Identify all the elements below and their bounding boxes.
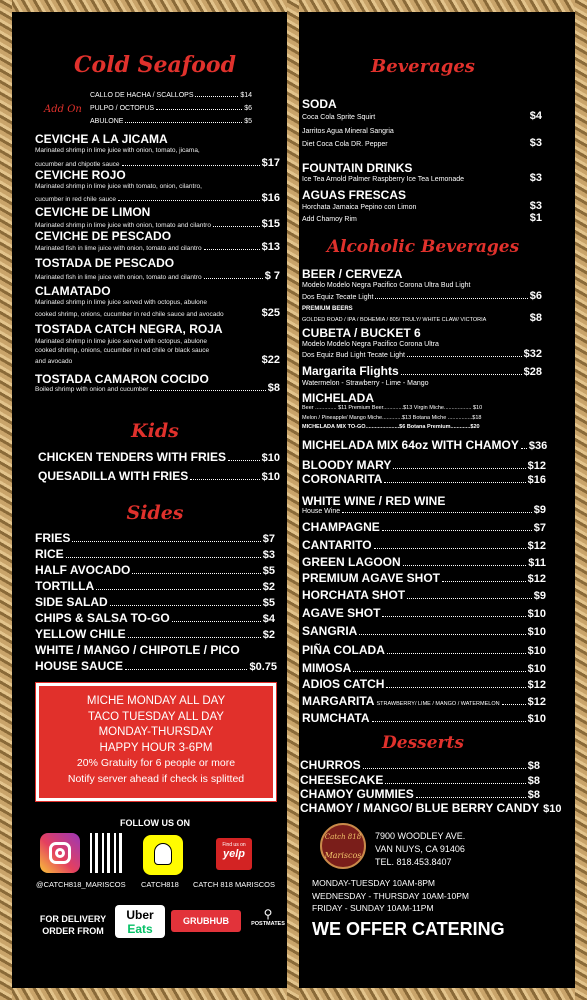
snapchat-handle: CATCH818 bbox=[141, 880, 179, 889]
kids-title: Kids bbox=[131, 420, 179, 442]
drink-row: CHAMPAGNE $7 bbox=[302, 520, 546, 534]
beer-row: Dos Equiz Tecate Light $6 bbox=[302, 290, 542, 302]
menu-item-desc: cooked shrimp, onions, cucumber in red chile or black sauce bbox=[35, 347, 210, 354]
phone-number[interactable]: TEL. 818.453.8407 bbox=[375, 857, 452, 867]
soda-row: Coca Cola Sprite Squirt $4 bbox=[302, 110, 542, 122]
side-item-row: FRIES $7 bbox=[35, 531, 275, 545]
drink-row: CANTARITO $12 bbox=[302, 538, 546, 552]
drink-row: PIÑA COLADA $10 bbox=[302, 643, 546, 657]
delivery-label: FOR DELIVERY ORDER FROM bbox=[39, 914, 107, 936]
flights-list: Watermelon - Strawberry - Lime - Mango bbox=[302, 380, 429, 387]
promo-line: 20% Gratuity for 6 people or more bbox=[76, 757, 236, 769]
menu-item-row: and avocado $22 bbox=[35, 354, 280, 366]
beverages-title: Beverages bbox=[371, 56, 475, 77]
snapchat-icon[interactable] bbox=[143, 835, 183, 875]
bike-icon: ⚲ bbox=[263, 907, 273, 921]
side-item-row: HALF AVOCADO $5 bbox=[35, 563, 275, 577]
side-item-row: TORTILLA $2 bbox=[35, 579, 275, 593]
menu-item-row: cooked shrimp, onions, cucumber in red chile sauce and avocado $25 bbox=[35, 307, 280, 319]
yelp-badge-text: yelp bbox=[222, 848, 245, 860]
drink-row: House Wine $9 bbox=[302, 504, 546, 516]
menu-item-row: Marinated fish in lime juice with onion, tomato and cilantro $13 bbox=[35, 241, 280, 253]
yelp-badge-icon[interactable] bbox=[216, 838, 252, 870]
cubeta-heading: CUBETA / BUCKET 6 bbox=[302, 326, 421, 340]
menu-item-name: TOSTADA CATCH NEGRA, ROJA bbox=[35, 322, 223, 336]
side-item-row: YELLOW CHILE $2 bbox=[35, 627, 275, 641]
drink-row: RUMCHATA $10 bbox=[302, 711, 546, 725]
addon-row: PULPO / OCTOPUS $6 bbox=[90, 105, 252, 112]
follow-us-label: FOLLOW US ON bbox=[120, 818, 190, 828]
wine-heading: WHITE WINE / RED WINE bbox=[302, 494, 446, 508]
instagram-icon[interactable] bbox=[40, 833, 80, 873]
rope-divider bbox=[287, 0, 299, 1000]
yelp-handle: CATCH 818 MARISCOS bbox=[193, 880, 275, 889]
right-column bbox=[300, 0, 562, 1000]
margarita-flights-row: Margarita Flights $28 bbox=[302, 364, 542, 378]
drink-row: MARGARITA STRAWBERRY/ LIME / MANGO / WATERMELON $12 bbox=[302, 694, 546, 708]
side-item-row: RICE $3 bbox=[35, 547, 275, 561]
hours-line: FRIDAY - SUNDAY 10AM-11PM bbox=[312, 903, 434, 913]
menu-item-desc: Marinated shrimp in lime juice with tomato, onion, cilantro, bbox=[35, 183, 202, 190]
postmates-logo[interactable] bbox=[248, 907, 288, 927]
side-item-name: WHITE / MANGO / CHIPOTLE / PICO bbox=[35, 643, 240, 657]
hours-line: WEDNESDAY - THURSDAY 10AM-10PM bbox=[312, 890, 469, 901]
aguas-heading: AGUAS FRESCAS bbox=[302, 188, 407, 202]
catering-banner: WE OFFER CATERING bbox=[312, 919, 505, 939]
dessert-row: CHAMOY / MANGO/ BLUE BERRY CANDY $10 bbox=[300, 801, 562, 815]
beer-heading: BEER / CERVEZA bbox=[302, 267, 403, 281]
fountain-heading: FOUNTAIN DRINKS bbox=[302, 161, 413, 175]
drink-row: HORCHATA SHOT $9 bbox=[302, 588, 546, 602]
promo-line: MONDAY-THURSDAY bbox=[98, 726, 214, 738]
addon-row: ABULONE $5 bbox=[90, 118, 252, 125]
drink-row: AGAVE SHOT $10 bbox=[302, 606, 546, 620]
dessert-row: CHURROS $8 bbox=[300, 758, 540, 772]
menu-item-name: CEVICHE ROJO bbox=[35, 168, 126, 182]
menu-item-row: Boiled shrimp with onion and cucumber $8 bbox=[35, 382, 280, 394]
drink-row: MICHELADA MIX 64oz WITH CHAMOY $36 bbox=[302, 438, 548, 452]
beer-list: Modelo Modelo Negra Pacifico Corona Ultra Bud Light bbox=[302, 282, 471, 289]
fountain-row: Ice Tea Arnold Palmer Raspberry Ice Tea Lemonade $3 bbox=[302, 172, 542, 184]
drink-row: GREEN LAGOON $11 bbox=[302, 555, 546, 569]
aguas-row: Horchata Jamaica Pepino con Limon $3 bbox=[302, 200, 542, 212]
uber-text: Uber bbox=[126, 908, 154, 922]
address-line: VAN NUYS, CA 91406 bbox=[375, 844, 465, 854]
promo-line: MICHE MONDAY ALL DAY bbox=[86, 695, 226, 707]
restaurant-logo bbox=[320, 823, 366, 869]
michelada-line: Melon / Pineapple/ Mango Miche.............$13 Botana Miche ................$18 bbox=[302, 415, 482, 421]
uber-eats-logo[interactable] bbox=[115, 905, 165, 938]
drink-row: ADIOS CATCH $12 bbox=[302, 677, 546, 691]
michelada-line: MICHELADA MIX TO-GO......................$6 Botana Premium.............$20 bbox=[302, 424, 480, 430]
menu-item-desc: Marinated shrimp in lime juice with onion, tomato, jicama, bbox=[35, 147, 200, 154]
qr-code-icon bbox=[86, 833, 126, 873]
rope-border-left bbox=[0, 0, 12, 1000]
grubhub-logo[interactable]: GRUBHUB bbox=[171, 910, 241, 932]
address-line: 7900 WOODLEY AVE. bbox=[375, 831, 466, 841]
menu-item-name: CEVICHE A LA JICAMA bbox=[35, 132, 168, 146]
menu-item-desc: Marinated shrimp in lime juice served with octopus, abulone bbox=[35, 299, 207, 306]
soda-row: Diet Coca Cola DR. Pepper $3 bbox=[302, 137, 542, 149]
rope-border-right bbox=[575, 0, 587, 1000]
eats-text: Eats bbox=[127, 922, 153, 936]
side-item-row: SIDE SALAD $5 bbox=[35, 595, 275, 609]
drink-row: MIMOSA $10 bbox=[302, 661, 546, 675]
side-item-row: CHIPS & SALSA TO-GO $4 bbox=[35, 611, 275, 625]
hours-block bbox=[312, 877, 469, 915]
premium-heading: PREMIUM BEERS bbox=[302, 306, 353, 312]
dessert-row: CHEESECAKE $8 bbox=[300, 773, 540, 787]
menu-item-desc: Marinated shrimp in lime juice served with octopus, abulone bbox=[35, 338, 207, 345]
drink-row: BLOODY MARY $12 bbox=[302, 458, 546, 472]
menu-item-row: Marinated shrimp in lime juice with onion, tomato and cilantro $15 bbox=[35, 218, 280, 230]
sides-title: Sides bbox=[126, 502, 184, 524]
kids-item-row: CHICKEN TENDERS WITH FRIES $10 bbox=[38, 450, 280, 464]
promo-line: Notify server ahead if check is splitted bbox=[67, 772, 245, 785]
promo-line: TACO TUESDAY ALL DAY bbox=[88, 710, 224, 723]
side-item-row: HOUSE SAUCE $0.75 bbox=[35, 659, 277, 673]
soda-heading: SODA bbox=[302, 97, 337, 111]
alcoholic-title: Alcoholic Beverages bbox=[326, 237, 520, 257]
chamoy-row: Add Chamoy Rim $1 bbox=[302, 212, 542, 224]
cold-seafood-title: Cold Seafood bbox=[74, 52, 236, 78]
hours-line: MONDAY-TUESDAY 10AM-8PM bbox=[312, 878, 435, 888]
menu-item-name: CEVICHE DE PESCADO bbox=[35, 229, 172, 243]
logo-top-text: Catch 818 bbox=[324, 833, 362, 841]
kids-item-row: QUESADILLA WITH FRIES $10 bbox=[38, 469, 280, 483]
menu-item-row: Marinated fish in lime juice with onion, tomato and cilantro $ 7 bbox=[35, 270, 280, 282]
drink-row: CORONARITA $16 bbox=[302, 472, 546, 486]
michelada-heading: MICHELADA bbox=[302, 391, 374, 405]
menu-item-row: cucumber and chipotle sauce $17 bbox=[35, 157, 280, 169]
menu-item-name: TOSTADA DE PESCADO bbox=[35, 256, 175, 270]
drink-row: PREMIUM AGAVE SHOT $12 bbox=[302, 571, 546, 585]
menu-item-row: cucumber in red chile sauce $16 bbox=[35, 192, 280, 204]
cubeta-list: Modelo Modelo Negra Pacifico Corona Ultra bbox=[302, 341, 439, 348]
address-block bbox=[375, 830, 465, 869]
promo-box bbox=[36, 683, 276, 801]
postmates-text: POSTMATES bbox=[251, 921, 285, 927]
cubeta-row: Dos Equiz Bud Light Tecate Light $32 bbox=[302, 348, 542, 360]
desserts-title: Desserts bbox=[382, 733, 464, 753]
dessert-row: CHAMOY GUMMIES $8 bbox=[300, 787, 540, 801]
logo-bottom-text: Mariscos bbox=[324, 851, 362, 860]
soda-list: Jarritos Agua Mineral Sangria bbox=[302, 128, 394, 135]
drink-row: SANGRIA $10 bbox=[302, 624, 546, 638]
michelada-line: Beer .............. $11 Premium Beer.............$13 Virgin Miche.................. $10 bbox=[302, 405, 483, 411]
instagram-handle: @CATCH818_MARISCOS bbox=[36, 880, 126, 889]
promo-line: HAPPY HOUR 3-6PM bbox=[99, 741, 213, 754]
menu-item-name: CEVICHE DE LIMON bbox=[35, 205, 151, 219]
yelp-badge-top-text: Find us on bbox=[222, 842, 246, 848]
addon-row: CALLO DE HACHA / SCALLOPS $14 bbox=[90, 92, 252, 99]
menu-item-name: TOSTADA CAMARON COCIDO bbox=[35, 372, 209, 386]
premium-row: GOLDED ROAD / IPA / BOHEMIA / 805/ TRULY/ WHITE CLAW/ VICTORIA $8 bbox=[302, 312, 542, 324]
menu-item-name: CLAMATADO bbox=[35, 284, 111, 298]
add-on-label: Add On bbox=[44, 104, 82, 115]
